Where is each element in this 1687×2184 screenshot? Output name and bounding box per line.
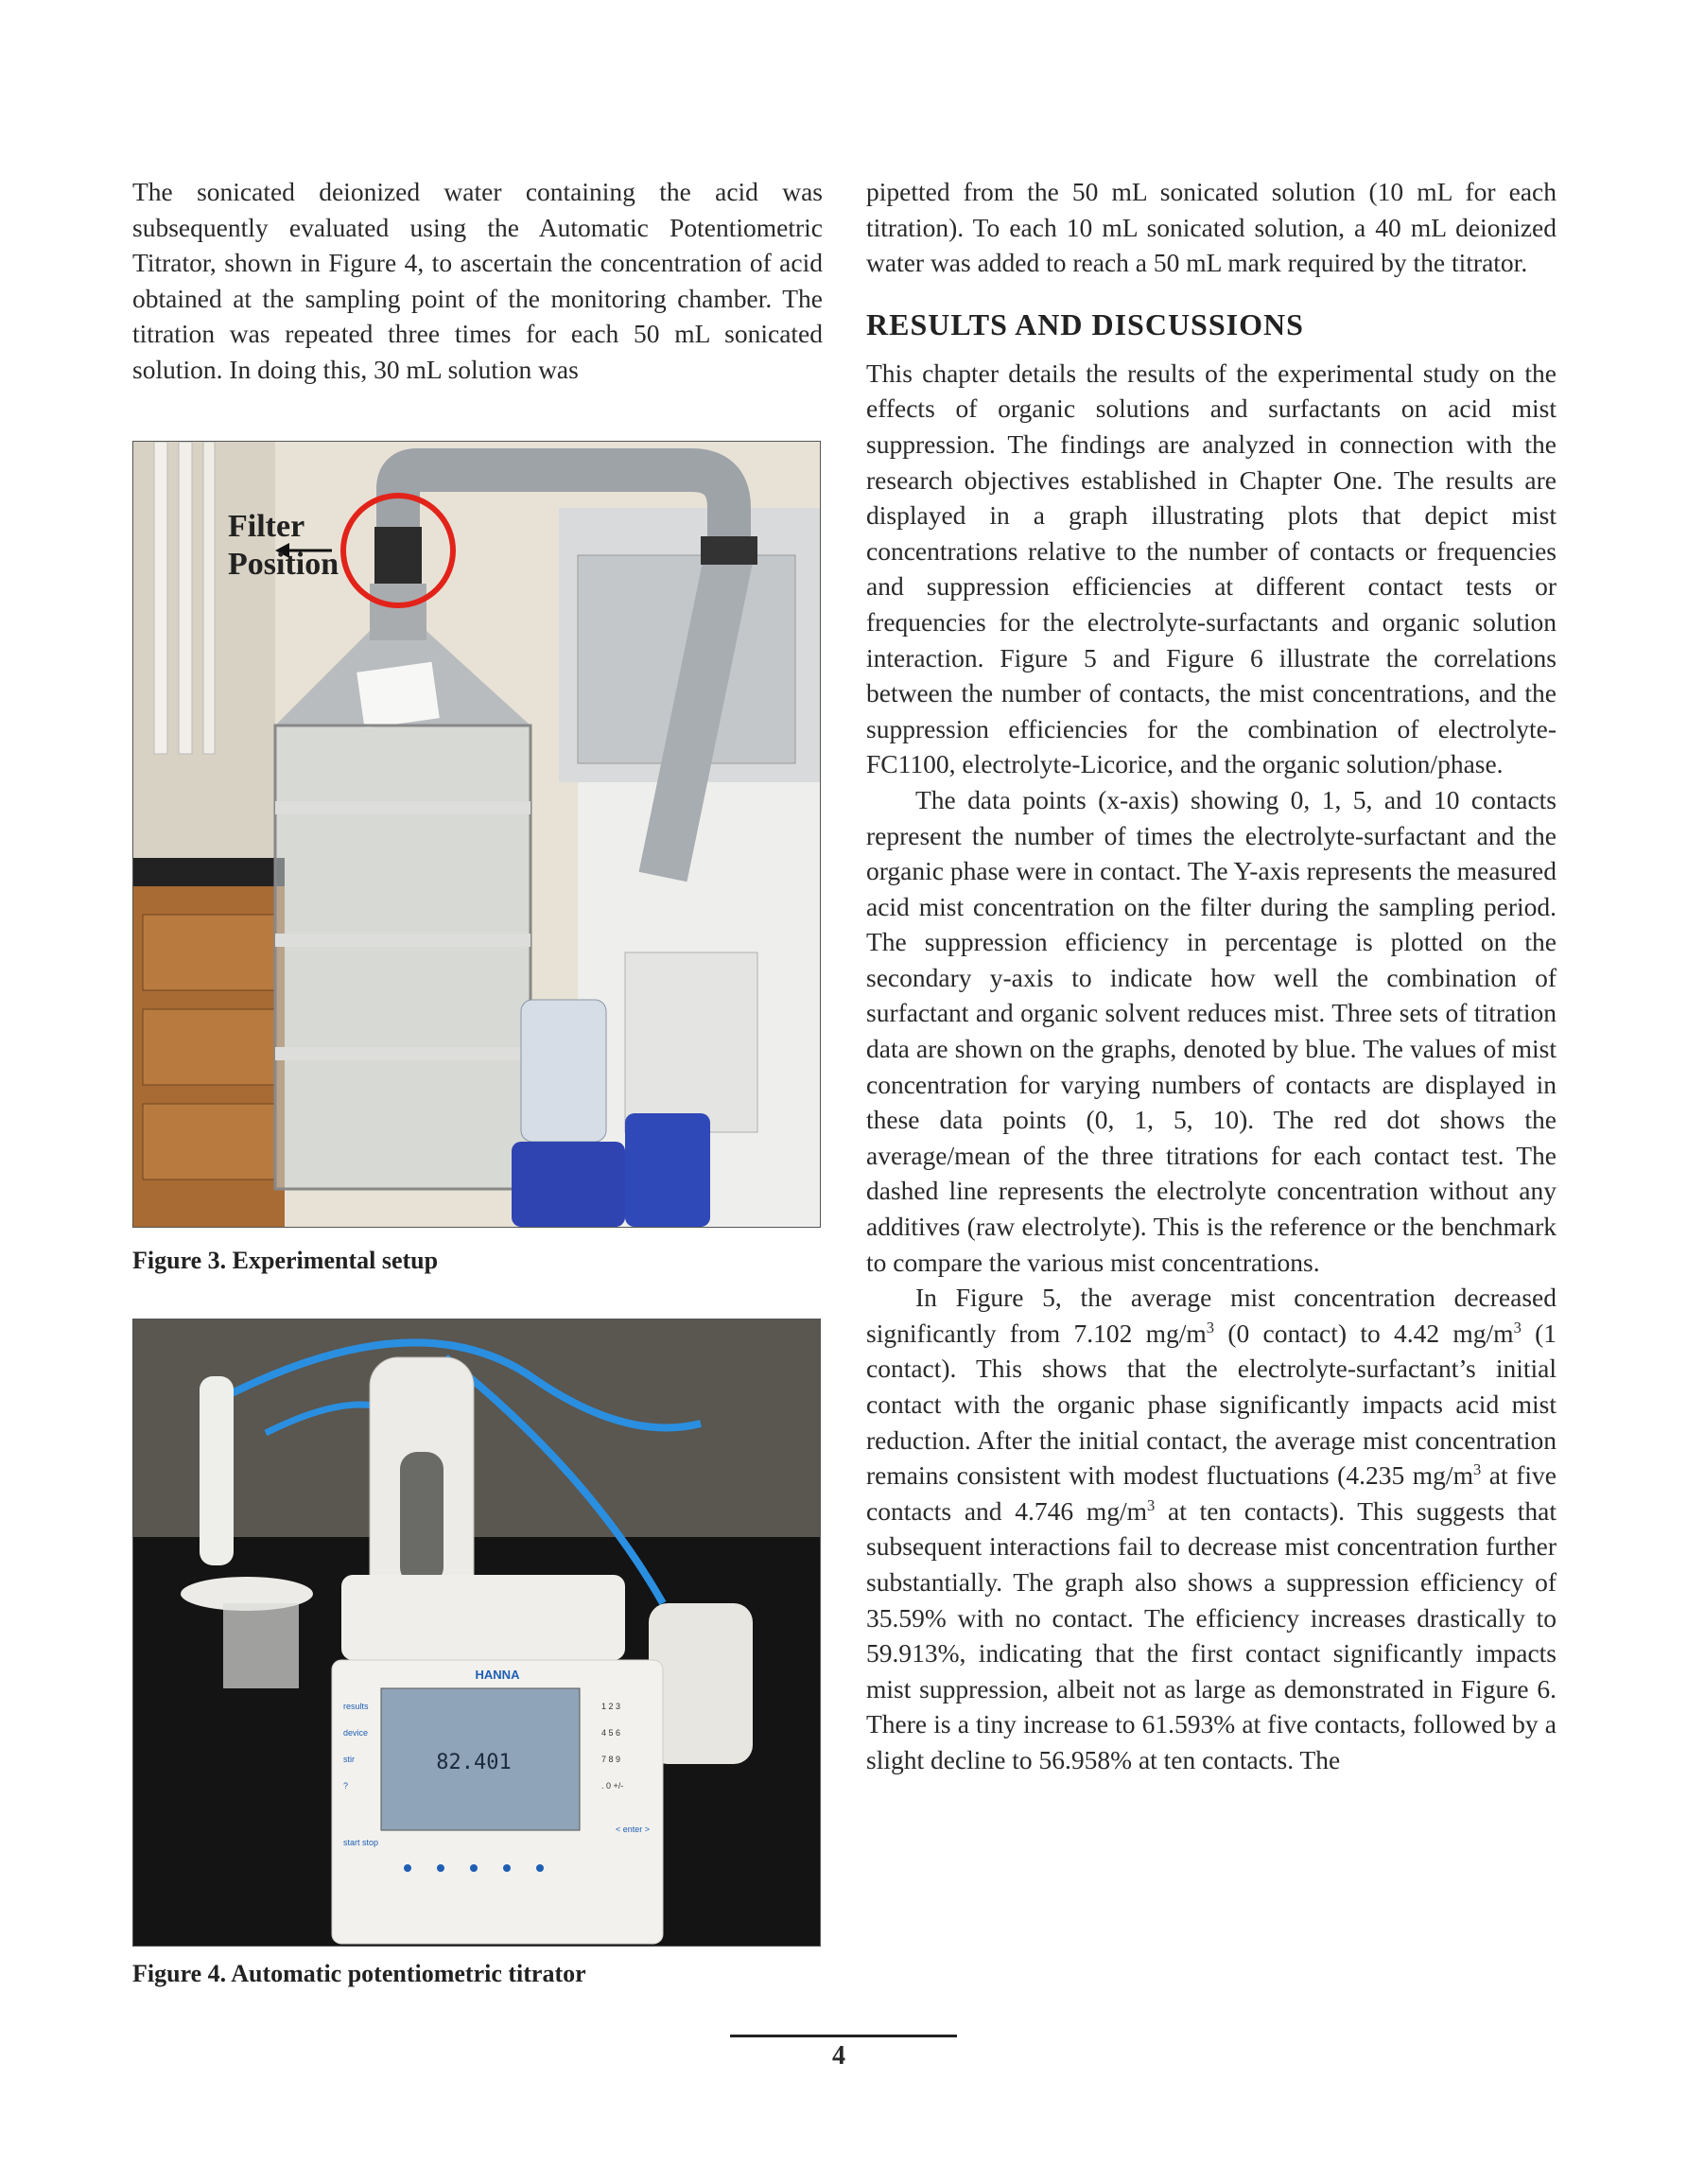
superscript: 3 <box>1472 1460 1482 1479</box>
body-paragraph: This chapter details the results of the experimental study on the effects of organic solutions and surfactants on acid mist suppression. The findings are analyzed in connection with the research objectives established in Chapter One. The results are displayed in a graph illustrating plots that depict mist concentrations relative to the number of contacts or frequencies and suppression efficiencies at different contact tests or frequencies for the electrolyte-surfactants and organic solution interaction. Figure 5 and Figure 6 illustrate the correlations between the number of contacts, the mist concentrations, and the suppression efficiencies for the combination of electrolyte-FC1100, electrolyte-Licorice, and the organic solution/phase. <box>866 358 1557 779</box>
svg-text:7 8 9: 7 8 9 <box>601 1755 621 1764</box>
left-column <box>132 174 823 388</box>
key-device: device <box>343 1728 369 1738</box>
display-reading: 82.401 <box>436 1751 512 1774</box>
body-paragraph: The sonicated deionized water containing the acid was subsequently evaluated using the Automatic Potentiometric Titrator, shown in Figure 4, to ascertain the concentration of acid obtained at the sampling point of the monitoring chamber. The titration was repeated three times for each 50 mL sonicated solution. In doing this, 30 mL solution was <box>132 177 823 384</box>
filter-label-line2: Position <box>228 547 339 582</box>
figure-3-photo <box>132 441 821 1228</box>
key-enter: < enter > <box>616 1825 651 1834</box>
text-run: In Figure 5, the average mist concentration decreased significantly from 7.102 mg/m <box>866 1283 1557 1348</box>
footer-rule <box>730 2035 957 2037</box>
key-help: ? <box>343 1781 349 1791</box>
body-paragraph-continued: pipetted from the 50 mL sonicated solution (10 mL for each titration). To each 10 mL sonicated solution, a 40 mL deionized water was added to reach a 50 mL mark required by the titrator. <box>866 177 1557 278</box>
figure-4-photo <box>132 1319 821 1947</box>
superscript: 3 <box>1206 1318 1215 1337</box>
text-run: (0 contact) to 4.42 mg/m <box>1214 1318 1514 1348</box>
section-heading: RESULTS AND DISCUSSIONS <box>866 306 1304 341</box>
text-run: at five contacts and 4.746 mg/m <box>866 1460 1557 1526</box>
brand-label: HANNA <box>475 1668 520 1682</box>
right-column <box>866 174 1557 1778</box>
svg-text:. 0 +/-: . 0 +/- <box>601 1781 624 1791</box>
text-run: at ten contacts). This suggests that subsequent interactions fail to decrease mist concentration further substantially. The graph also shows a suppression efficiency of 35.59% with no contact. The efficiency increases drastically to 59.913%, indicating that the first contact significantly impacts mist suppression, albeit not as large as demonstrated in Figure 6. There is a tiny increase to 61.593% at five contacts, followed by a slight decline to 56.958% at ten contacts. The <box>866 1495 1557 1774</box>
superscript: 3 <box>1147 1495 1156 1514</box>
text-run: (1 contact). This shows that the electrolyte-surfactant’s initial contact with the organic phase significantly impacts acid mist reduction. After the initial contact, the average mist concentration remains consistent with modest fluctuations (4.235 mg/m <box>866 1318 1557 1491</box>
page-number: 4 <box>832 2041 845 2070</box>
svg-text:4 5 6: 4 5 6 <box>601 1728 621 1738</box>
key-start-stop: start stop <box>343 1838 379 1847</box>
filter-label-line1: Filter <box>228 509 305 544</box>
key-stir: stir <box>343 1755 355 1764</box>
key-results: results <box>343 1702 369 1711</box>
superscript: 3 <box>1513 1318 1522 1337</box>
body-paragraph-figure5 <box>866 1280 1557 1777</box>
figure-3-caption: Figure 3. Experimental setup <box>132 1247 439 1274</box>
figure-4-caption: Figure 4. Automatic potentiometric titrator <box>132 1960 586 1987</box>
body-paragraph: The data points (x-axis) showing 0, 1, 5, and 10 contacts represent the number of times the electrolyte-surfactant and the organic phase were in contact. The Y-axis represents the measured acid mist concentration on the filter during the sampling period. The suppression efficiency in percentage is plotted on the secondary y-axis to indicate how well the combination of surfactant and organic solvent reduces mist. Three sets of titration data are shown on the graphs, denoted by blue. The values of mist concentration for varying numbers of contacts are displayed in these data points (0, 1, 5, 10). The red dot shows the average/mean of the three titrations for each contact test. The dashed line represents the electrolyte concentration without any additives (raw electrolyte). This is the reference or the benchmark to compare the various mist concentrations. <box>866 784 1557 1277</box>
svg-text:1 2 3: 1 2 3 <box>601 1702 621 1711</box>
